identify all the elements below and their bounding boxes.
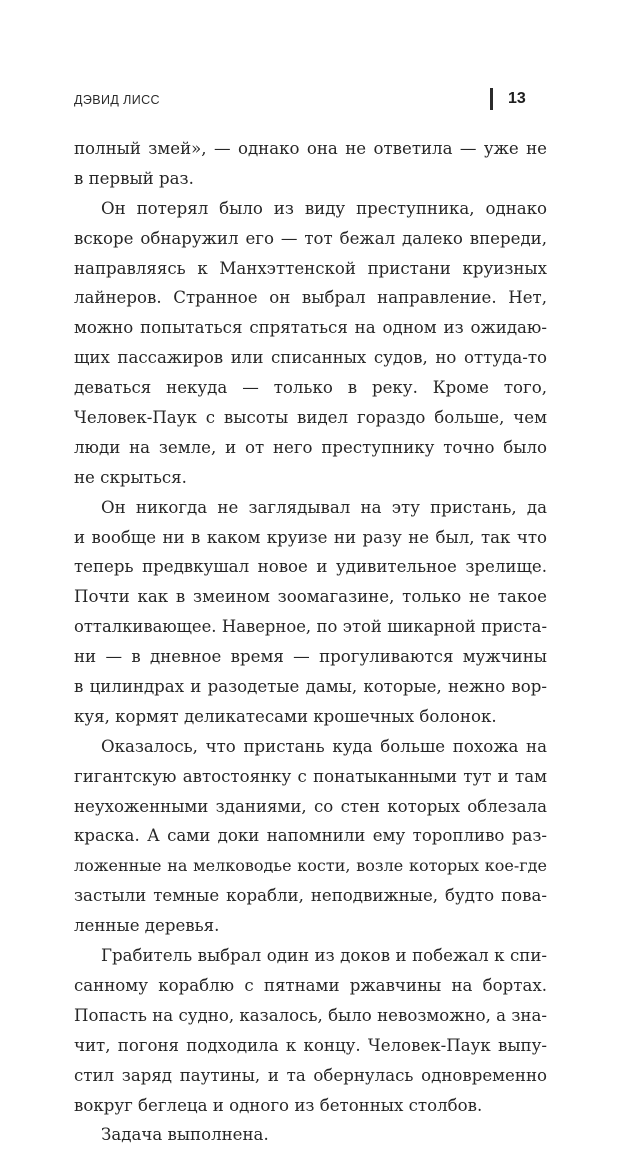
- text-line: вскоре обнаружил его — тот бежал далеко впереди,: [74, 228, 547, 248]
- text-line: Человек-Паук с высоты видел гораздо больше, чем: [74, 408, 547, 428]
- text-line: отталкивающее. Наверное, по этой шикарной приста-: [74, 617, 547, 637]
- text-line: в первый раз.: [74, 168, 194, 188]
- text-line: люди на земле, и от него преступнику точно было: [74, 437, 547, 457]
- body-text: [74, 134, 547, 1150]
- text-line: куя, кормят деликатесами крошечных болонок.: [74, 706, 497, 726]
- text-line: Он потерял было из виду преступника, однако: [101, 198, 547, 218]
- text-line: санному кораблю с пятнами ржавчины на бортах.: [74, 975, 547, 995]
- text-line: не скрыться.: [74, 467, 187, 487]
- text-line: можно попытаться спрятаться на одном из ожидаю-: [74, 318, 547, 338]
- text-line: неухоженными зданиями, со стен которых облезала: [74, 796, 547, 816]
- text-line: стил заряд паутины, и та обернулась одновременно: [74, 1065, 547, 1085]
- text-line: направляясь к Манхэттенской пристани круизных: [74, 258, 547, 278]
- text-line: полный змей», — однако она не ответила — уже не: [74, 139, 547, 158]
- text-line: Оказалось, что пристань куда больше похожа на: [101, 736, 547, 756]
- text-line: Он никогда не заглядывал на эту пристань, да: [101, 497, 547, 517]
- text-line: в цилиндрах и разодетые дамы, которые, нежно вор-: [74, 677, 547, 697]
- text-line: Грабитель выбрал один из доков и побежал к спи-: [101, 946, 547, 966]
- text-line: Попасть на судно, казалось, было невозможно, а зна-: [74, 1005, 547, 1025]
- text-line: чит, погоня подходила к концу. Человек-Паук выпу-: [74, 1035, 547, 1055]
- text-line: Почти как в змеином зоомагазине, только не такое: [74, 587, 547, 607]
- text-line: ленные деревья.: [74, 916, 220, 936]
- running-head-author: ДЭВИД ЛИСС: [74, 93, 160, 107]
- page-header: [0, 0, 619, 120]
- text-line: ни — в дневное время — прогуливаются мужчины: [74, 647, 547, 667]
- header-divider: [490, 88, 493, 110]
- text-line: лайнеров. Странное он выбрал направление. Нет,: [74, 288, 547, 308]
- text-line: щих пассажиров или списанных судов, но оттуда-то: [74, 348, 547, 368]
- text-line: деваться некуда — только в реку. Кроме того,: [74, 378, 547, 398]
- text-line: Задача выполнена.: [101, 1125, 269, 1145]
- text-line: краска. А сами доки напомнили ему торопливо раз-: [74, 826, 547, 846]
- text-line: вокруг беглеца и одного из бетонных столбов.: [74, 1095, 483, 1115]
- text-line: и вообще ни в каком круизе ни разу не был, так что: [74, 527, 547, 547]
- text-line: ложенные на мелководье кости, возле которых кое-где: [74, 856, 547, 876]
- text-line: гигантскую автостоянку с понатыканными тут и там: [74, 766, 547, 786]
- text-line: теперь предвкушал новое и удивительное зрелище.: [74, 557, 547, 577]
- text-line: застыли темные корабли, неподвижные, будто повa-: [74, 886, 547, 906]
- page-number: 13: [508, 90, 526, 107]
